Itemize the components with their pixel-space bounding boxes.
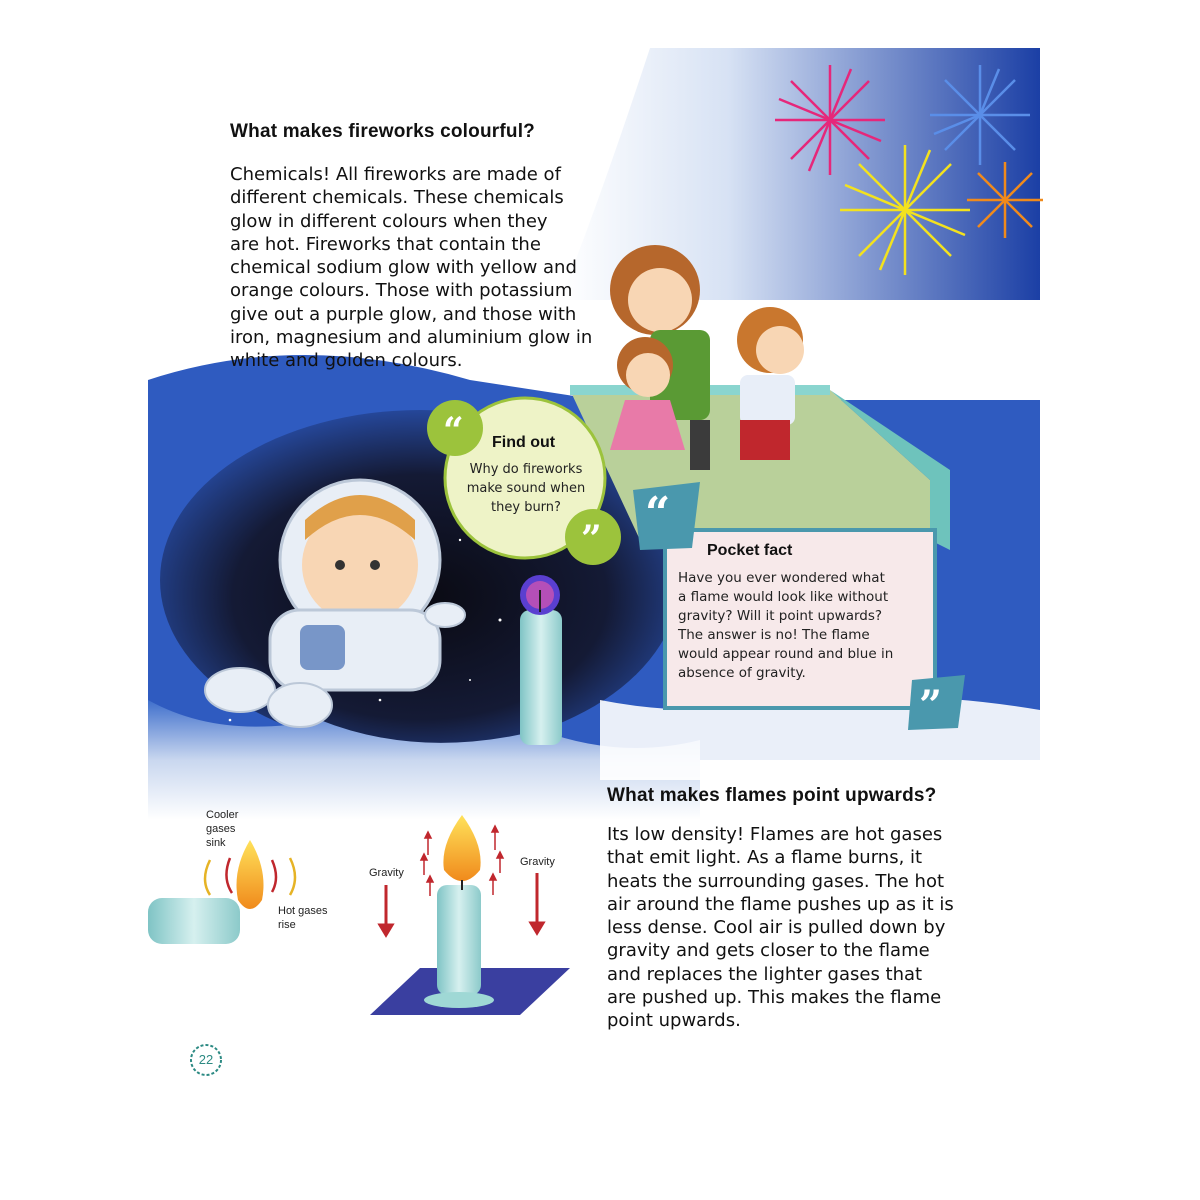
cooler-gases-label: Cooler gases sink	[206, 809, 239, 849]
vertical-candle-diagram	[370, 815, 570, 1015]
paragraph-line: point upwards.	[607, 1010, 741, 1032]
paragraph-line: and replaces the lighter gases that	[607, 963, 923, 985]
paragraph-line: gravity and gets closer to the flame	[607, 940, 930, 962]
paragraph-line: heats the surrounding gases. The hot	[607, 870, 945, 892]
find-out-close-quote-icon: ”	[581, 518, 602, 560]
find-out-line: make sound when	[466, 481, 586, 496]
space-candle	[520, 575, 562, 745]
paragraph-line: that emit light. As a flame burns, it	[607, 847, 923, 869]
page-number: 22	[198, 1052, 214, 1067]
paragraph-line: air around the flame pushes up as it is	[607, 893, 954, 915]
pocket-fact-title: Pocket fact	[707, 542, 793, 559]
paragraph-line: less dense. Cool air is pulled down by	[607, 917, 946, 939]
find-out-line: Why do fireworks	[469, 462, 583, 477]
gravity-label-left: Gravity	[369, 867, 404, 879]
paragraph-line: are pushed up. This makes the flame	[607, 987, 942, 1009]
find-out-text	[462, 460, 590, 517]
pocket-fact-line: would appear round and blue in	[678, 646, 894, 662]
paragraph-line: iron, magnesium and aluminium glow in	[230, 327, 593, 349]
pocket-fact-close-quote-icon: ”	[919, 682, 943, 729]
hot-gases-label: Hot gases rise	[278, 905, 328, 931]
pocket-fact-open-quote-icon: “	[645, 488, 671, 539]
pocket-fact-line: absence of gravity.	[678, 665, 806, 681]
paragraph-line: white and golden colours.	[230, 350, 463, 372]
pocket-fact-text	[678, 569, 893, 683]
pocket-fact-line: gravity? Will it point upwards?	[678, 608, 883, 624]
pocket-fact-line: The answer is no! The flame	[678, 627, 870, 643]
paragraph-line: glow in different colours when they	[230, 210, 548, 232]
pocket-fact-line: Have you ever wondered what	[678, 570, 885, 586]
paragraph-line: give out a purple glow, and those with	[230, 303, 577, 325]
find-out-title: Find out	[492, 434, 556, 451]
pocket-fact-line: a flame would look like without	[678, 589, 889, 605]
paragraph-line: chemical sodium glow with yellow and	[230, 257, 577, 279]
find-out-line: they burn?	[491, 500, 561, 515]
gravity-label-right: Gravity	[520, 856, 555, 868]
fireworks-heading: What makes fireworks colourful?	[230, 121, 535, 142]
paragraph-line: Its low density! Flames are hot gases	[607, 824, 943, 845]
flames-paragraph	[607, 823, 954, 1033]
paragraph-line: Chemicals! All fireworks are made of	[230, 164, 561, 185]
flames-heading: What makes flames point upwards?	[607, 785, 937, 806]
paragraph-line: orange colours. Those with potassium	[230, 280, 573, 302]
paragraph-line: different chemicals. These chemicals	[230, 187, 564, 209]
paragraph-line: are hot. Fireworks that contain the	[230, 233, 541, 255]
horizontal-candle-diagram	[148, 840, 295, 944]
fireworks-paragraph	[230, 163, 592, 373]
find-out-open-quote-icon: “	[443, 410, 464, 452]
